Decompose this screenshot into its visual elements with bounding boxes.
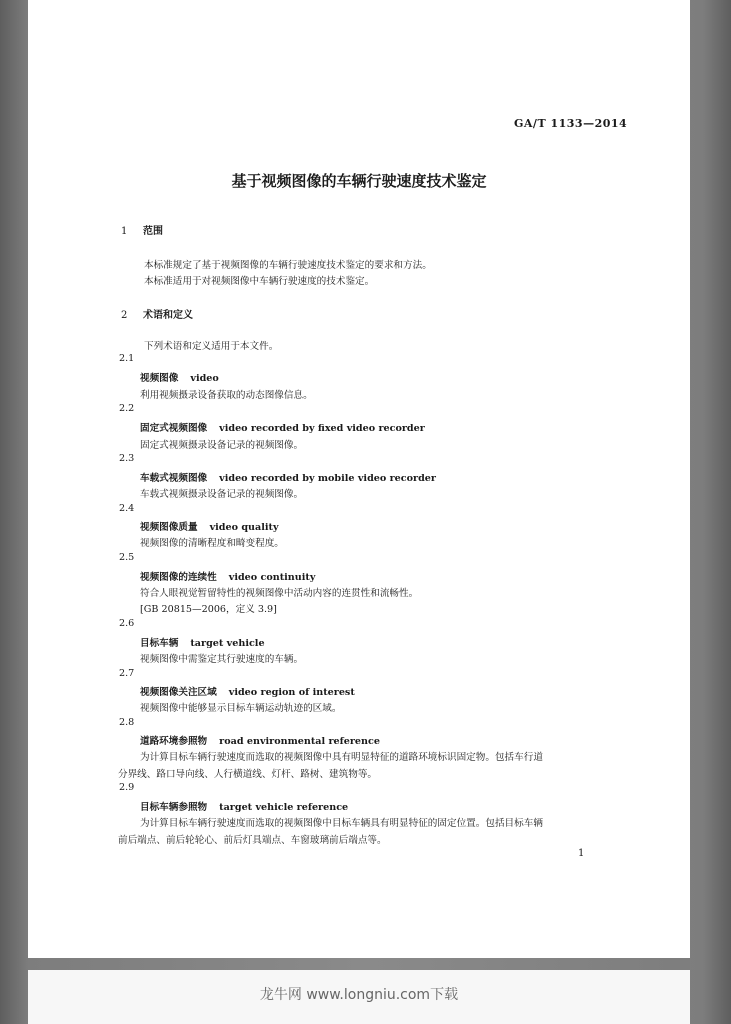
term-definition: 固定式视频摄录设备记录的视频图像。 <box>140 440 304 451</box>
term-zh: 视频图像质量 <box>140 522 198 533</box>
term-definition: 视频图像的清晰程度和畸变程度。 <box>140 538 284 549</box>
terms-intro: 下列术语和定义适用于本文件。 <box>144 341 279 352</box>
term-en: video <box>190 373 219 384</box>
page-number: 1 <box>578 848 585 859</box>
term-en: target vehicle reference <box>219 802 349 813</box>
term-number: 2.2 <box>119 403 135 414</box>
watermark-footer: 龙牛网 www.longniu.com下载 <box>259 987 459 1003</box>
term-zh: 目标车辆 <box>140 638 179 649</box>
term-heading <box>140 569 315 583</box>
term-definition-cont: 分界线、路口导向线、人行横道线、灯杆、路树、建筑物等。 <box>118 769 378 780</box>
term-definition: 为计算目标车辆行驶速度而选取的视频图像中目标车辆具有明显特征的固定位置。包括目标车辆 <box>140 818 543 829</box>
term-definition: 为计算目标车辆行驶速度而选取的视频图像中具有明显特征的道路环境标识固定物。包括车行道 <box>140 752 543 763</box>
term-number: 2.1 <box>119 353 135 364</box>
term-definition: 符合人眼视觉暂留特性的视频图像中活动内容的连贯性和流畅性。 <box>140 588 419 599</box>
term-heading <box>140 420 425 434</box>
term-definition-cont: 前后端点、前后轮轮心、前后灯具端点、车窗玻璃前后端点等。 <box>118 835 387 846</box>
term-number: 2.6 <box>119 618 135 629</box>
section-number: 1 <box>121 226 128 237</box>
term-heading <box>140 519 279 533</box>
term-en: video quality <box>209 522 279 533</box>
term-definition: 视频图像中需鉴定其行驶速度的车辆。 <box>140 654 304 665</box>
footer-bar <box>28 970 690 1024</box>
term-en: video recorded by fixed video recorder <box>219 423 425 434</box>
term-en: video region of interest <box>228 687 355 698</box>
term-definition-source: [GB 20815—2006，定义 3.9] <box>140 604 277 615</box>
term-heading <box>140 470 436 484</box>
term-heading <box>140 799 348 813</box>
term-zh: 车载式视频图像 <box>140 473 208 484</box>
section-number: 2 <box>121 310 128 321</box>
term-heading <box>140 733 380 747</box>
term-en: road environmental reference <box>219 736 380 747</box>
term-en: video continuity <box>228 572 316 583</box>
term-zh: 固定式视频图像 <box>140 423 208 434</box>
term-number: 2.9 <box>119 782 135 793</box>
term-zh: 视频图像 <box>140 373 179 384</box>
term-number: 2.3 <box>119 453 135 464</box>
section-title: 范围 <box>143 226 163 237</box>
term-number: 2.8 <box>119 717 135 728</box>
term-number: 2.7 <box>119 668 135 679</box>
document-page <box>28 0 690 958</box>
term-heading <box>140 635 265 649</box>
term-definition: 车载式视频摄录设备记录的视频图像。 <box>140 489 304 500</box>
section-heading-terms <box>121 306 193 321</box>
term-number: 2.4 <box>119 503 135 514</box>
document-title: 基于视频图像的车辆行驶速度技术鉴定 <box>231 172 487 190</box>
term-heading <box>140 684 355 698</box>
term-number: 2.5 <box>119 552 135 563</box>
term-zh: 视频图像的连续性 <box>140 572 217 583</box>
term-en: target vehicle <box>190 638 265 649</box>
section-title: 术语和定义 <box>143 310 193 321</box>
term-zh: 目标车辆参照物 <box>140 802 208 813</box>
term-definition: 视频图像中能够显示目标车辆运动轨迹的区域。 <box>140 703 342 714</box>
term-zh: 视频图像关注区域 <box>140 687 217 698</box>
term-en: video recorded by mobile video recorder <box>219 473 436 484</box>
standard-number: GA/T 1133—2014 <box>514 117 628 130</box>
term-heading <box>140 370 219 384</box>
term-definition: 利用视频摄录设备获取的动态图像信息。 <box>140 390 313 401</box>
term-zh: 道路环境参照物 <box>140 736 208 747</box>
scope-paragraph-1: 本标准规定了基于视频图像的车辆行驶速度技术鉴定的要求和方法。 <box>144 260 432 271</box>
scope-paragraph-2: 本标准适用于对视频图像中车辆行驶速度的技术鉴定。 <box>144 276 375 287</box>
section-heading-scope <box>121 222 163 237</box>
